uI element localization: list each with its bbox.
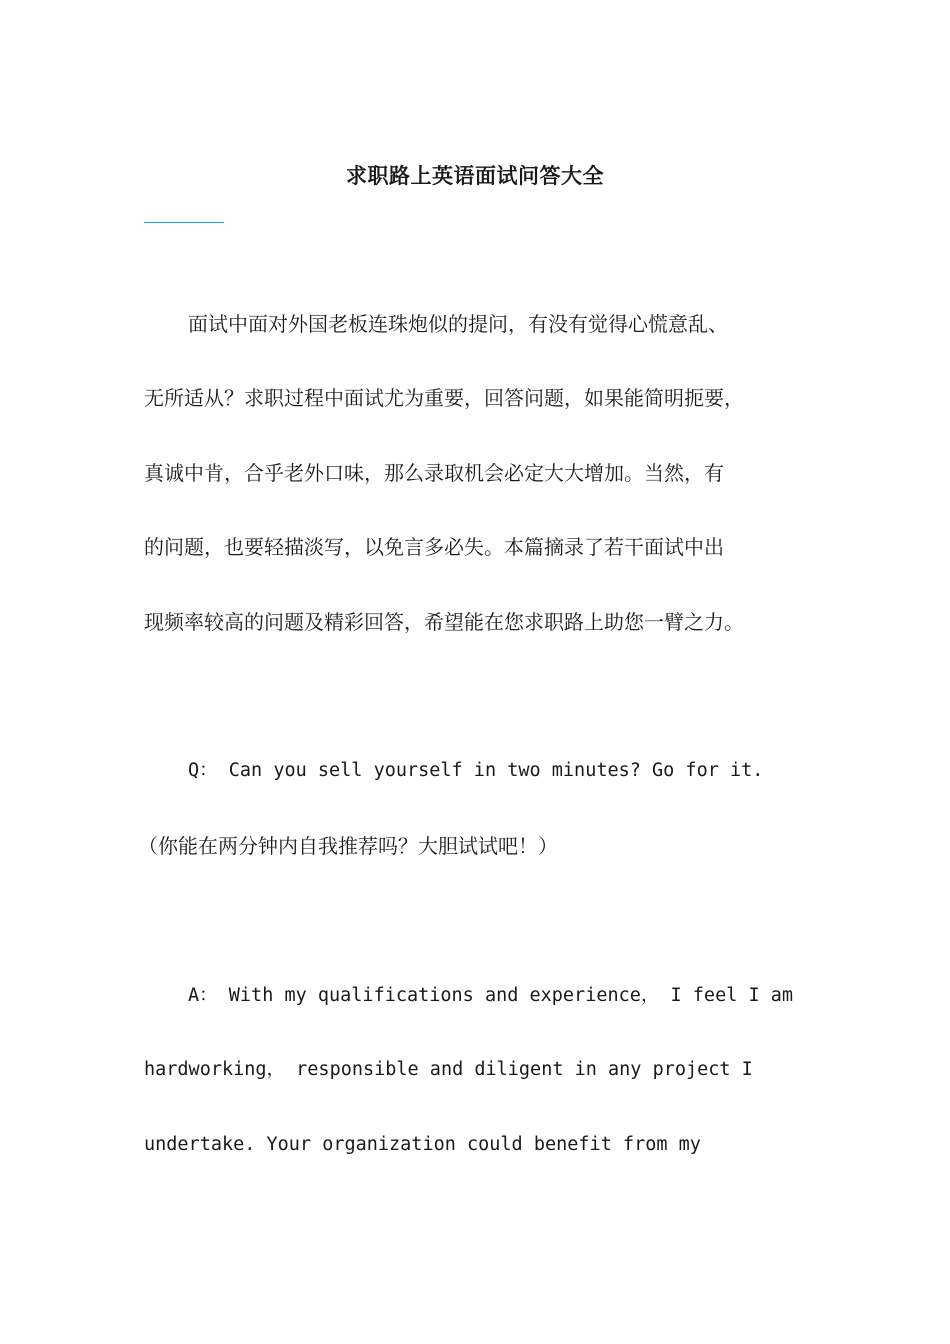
- answer-line: A： With my qualifications and experience， I feel I am: [188, 985, 794, 1006]
- intro-line: 无所适从？求职过程中面试尤为重要，回答问题，如果能简明扼要，: [144, 386, 744, 410]
- answer-line: hardworking， responsible and diligent in any project I: [144, 1059, 753, 1080]
- intro-line: 面试中面对外国老板连珠炮似的提问，有没有觉得心慌意乱、: [188, 312, 728, 336]
- question-text: Q： Can you sell yourself in two minutes? Go for it.: [188, 760, 764, 781]
- intro-line: 的问题，也要轻描淡写，以免言多必失。本篇摘录了若干面试中出: [144, 535, 724, 559]
- answer-line: undertake. Your organization could benefit from my: [144, 1134, 701, 1155]
- intro-line: 真诚中肯，合乎老外口味，那么录取机会必定大大增加。当然，有: [144, 461, 724, 485]
- intro-line: 现频率较高的问题及精彩回答，希望能在您求职路上助您一臂之力。: [144, 610, 744, 634]
- question-translation: （你能在两分钟内自我推荐吗？大胆试试吧！）: [138, 834, 558, 858]
- document-title: 求职路上英语面试问答大全: [346, 163, 604, 188]
- title-underline-rule: [144, 222, 224, 223]
